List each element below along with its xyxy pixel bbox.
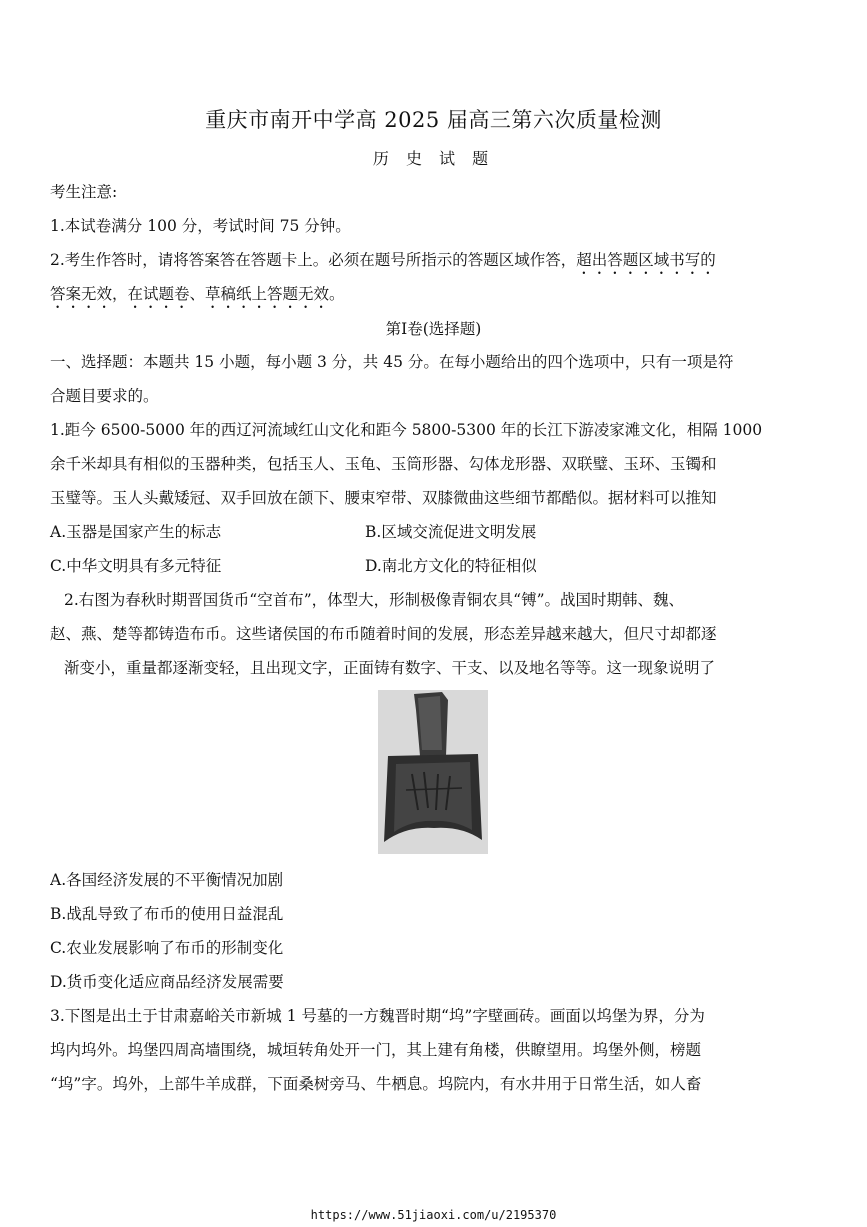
q1-option-c: C.中华文明具有多元特征: [50, 557, 222, 575]
q1-stem-line: 玉璧等。玉人头戴矮冠、双手回放在颌下、腰束窄带、双膝微曲这些细节都酷似。据材料可以推知: [50, 489, 717, 507]
q1-option-a: A.玉器是国家产生的标志: [50, 523, 222, 541]
notice-item-2-line-2: [50, 282, 816, 312]
notice-text: 。: [329, 285, 345, 303]
section-intro-line-2: 合题目要求的。: [50, 387, 159, 405]
footer-url: https://www.51jiaoxi.com/u/2195370: [310, 1208, 557, 1222]
spade-coin-photo: [378, 690, 488, 854]
section-title: 第Ⅰ卷(选择题): [385, 320, 482, 338]
q1-stem-line: 1.距今 6500-5000 年的西辽河流域红山文化和距今 5800-5300 年的长江下游凌家滩文化，相隔 1000: [50, 421, 763, 439]
q2-option-c: C.农业发展影响了布币的形制变化: [50, 939, 284, 957]
q3-stem-line: 坞内坞外。坞堡四周高墙围绕，城垣转角处开一门，其上建有角楼，供瞭望用。坞堡外侧，榜题: [50, 1041, 702, 1059]
page-title: 重庆市南开中学高 2025 届高三第六次质量检测: [205, 108, 662, 132]
q2-stem-line: 2.右图为春秋时期晋国货币“空首布”，体型大，形制极像青铜农具“镈”。战国时期韩、魏、: [64, 591, 684, 609]
q1-option-d: D.南北方文化的特征相似: [365, 557, 537, 575]
notice-text: 2.考生作答时，请将答案答在答题卡上。必须在题号所指示的答题区域作答，: [50, 251, 577, 269]
q2-option-a: A.各国经济发展的不平衡情况加剧: [50, 871, 284, 889]
notice-item-2-line-1: [50, 248, 816, 278]
q3-stem-line: “坞”字。坞外，上部牛羊成群，下面桑树旁马、牛栖息。坞院内，有水井用于日常生活，如人畜: [50, 1075, 702, 1093]
notice-emphasis: 超出答题区域书写的: [576, 251, 716, 269]
q2-stem-line: 赵、燕、楚等都铸造布币。这些诸侯国的布币随着时间的发展，形态差异越来越大，但尺寸却都逐: [50, 625, 717, 643]
q1-stem-line: 余千米却具有相似的玉器种类，包括玉人、玉龟、玉筒形器、勾体龙形器、双联璧、玉环、玉镯和: [50, 455, 717, 473]
q2-stem-line: 渐变小，重量都逐渐变轻，且出现文字，正面铸有数字、干支、以及地名等等。这一现象说明了: [64, 659, 716, 677]
section-intro-line-1: 一、选择题：本题共 15 小题，每小题 3 分，共 45 分。在每小题给出的四个选项中，只有一项是符: [50, 353, 734, 371]
notice-heading: 考生注意:: [50, 183, 118, 201]
page-subtitle: 历 史 试 题: [372, 149, 495, 168]
notice-emphasis: 答案无效，在试题卷、草稿纸上答题无效: [50, 285, 330, 303]
notice-item-1: 1.本试卷满分 100 分，考试时间 75 分钟。: [50, 217, 351, 235]
q2-option-d: D.货币变化适应商品经济发展需要: [50, 973, 284, 991]
q1-option-b: B.区域交流促进文明发展: [365, 523, 537, 541]
q2-option-b: B.战乱导致了布币的使用日益混乱: [50, 905, 284, 923]
q3-stem-line: 3.下图是出土于甘肃嘉峪关市新城 1 号墓的一方魏晋时期“坞”字壁画砖。画面以坞堡为界，分为: [50, 1007, 705, 1025]
